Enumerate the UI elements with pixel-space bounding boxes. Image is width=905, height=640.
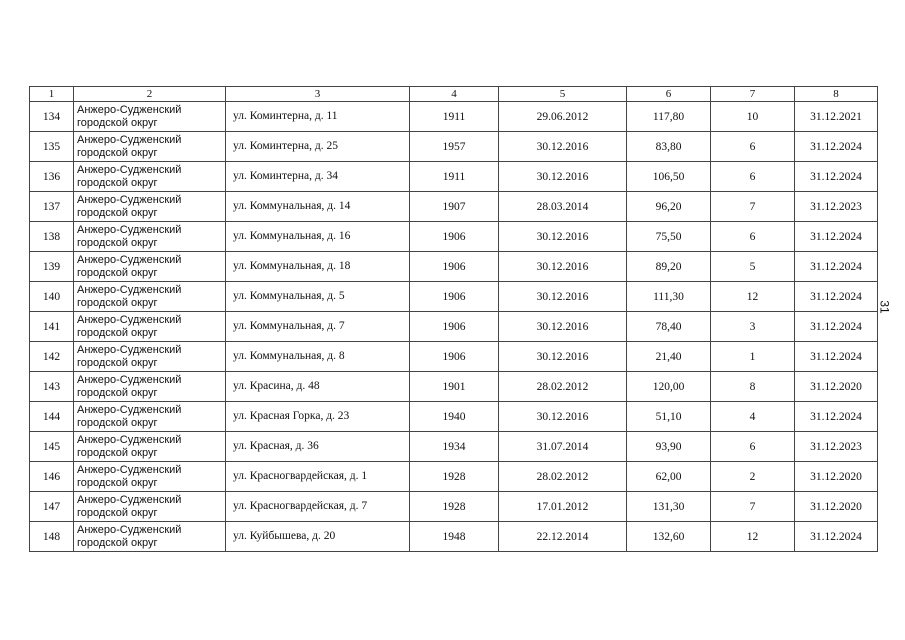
- table-row: [30, 492, 878, 522]
- table-row: [30, 522, 878, 552]
- header-row: [30, 87, 878, 102]
- date-cell: 30.12.2016: [499, 252, 627, 282]
- address-cell: ул. Коминтерна, д. 11: [226, 102, 410, 132]
- page-number: 31: [877, 300, 892, 314]
- municipality-cell: Анжеро-Судженский городской округ: [74, 402, 226, 432]
- deadline-cell: 31.12.2024: [795, 132, 878, 162]
- count-cell: 5: [711, 252, 795, 282]
- col-header-5: 5: [499, 87, 627, 102]
- count-cell: 12: [711, 522, 795, 552]
- address-cell: ул. Красногвардейская, д. 7: [226, 492, 410, 522]
- count-cell: 8: [711, 372, 795, 402]
- table-row: [30, 372, 878, 402]
- year-built-cell: 1906: [410, 222, 499, 252]
- deadline-cell: 31.12.2024: [795, 522, 878, 552]
- table-row: [30, 342, 878, 372]
- municipality-cell: Анжеро-Судженский городской округ: [74, 222, 226, 252]
- count-cell: 10: [711, 102, 795, 132]
- address-cell: ул. Красина, д. 48: [226, 372, 410, 402]
- table-row: [30, 432, 878, 462]
- table-row: [30, 102, 878, 132]
- deadline-cell: 31.12.2020: [795, 462, 878, 492]
- year-built-cell: 1911: [410, 162, 499, 192]
- address-cell: ул. Красногвардейская, д. 1: [226, 462, 410, 492]
- area-cell: 96,20: [627, 192, 711, 222]
- count-cell: 2: [711, 462, 795, 492]
- deadline-cell: 31.12.2024: [795, 252, 878, 282]
- row-number-cell: 139: [30, 252, 74, 282]
- municipality-cell: Анжеро-Судженский городской округ: [74, 132, 226, 162]
- row-number-cell: 145: [30, 432, 74, 462]
- deadline-cell: 31.12.2024: [795, 162, 878, 192]
- address-cell: ул. Коминтерна, д. 34: [226, 162, 410, 192]
- row-number-cell: 148: [30, 522, 74, 552]
- col-header-8: 8: [795, 87, 878, 102]
- area-cell: 62,00: [627, 462, 711, 492]
- register-table: [29, 86, 878, 552]
- year-built-cell: 1940: [410, 402, 499, 432]
- table-row: [30, 462, 878, 492]
- area-cell: 93,90: [627, 432, 711, 462]
- area-cell: 83,80: [627, 132, 711, 162]
- table-row: [30, 312, 878, 342]
- col-header-2: 2: [74, 87, 226, 102]
- date-cell: 28.02.2012: [499, 372, 627, 402]
- area-cell: 131,30: [627, 492, 711, 522]
- date-cell: 30.12.2016: [499, 162, 627, 192]
- deadline-cell: 31.12.2021: [795, 102, 878, 132]
- date-cell: 28.02.2012: [499, 462, 627, 492]
- year-built-cell: 1948: [410, 522, 499, 552]
- date-cell: 22.12.2014: [499, 522, 627, 552]
- count-cell: 3: [711, 312, 795, 342]
- table-row: [30, 162, 878, 192]
- municipality-cell: Анжеро-Судженский городской округ: [74, 462, 226, 492]
- table-row: [30, 192, 878, 222]
- row-number-cell: 137: [30, 192, 74, 222]
- address-cell: ул. Коммунальная, д. 16: [226, 222, 410, 252]
- municipality-cell: Анжеро-Судженский городской округ: [74, 162, 226, 192]
- date-cell: 30.12.2016: [499, 222, 627, 252]
- deadline-cell: 31.12.2024: [795, 282, 878, 312]
- table-row: [30, 132, 878, 162]
- date-cell: 30.12.2016: [499, 402, 627, 432]
- deadline-cell: 31.12.2020: [795, 372, 878, 402]
- area-cell: 89,20: [627, 252, 711, 282]
- row-number-cell: 140: [30, 282, 74, 312]
- area-cell: 51,10: [627, 402, 711, 432]
- table-row: [30, 252, 878, 282]
- count-cell: 6: [711, 162, 795, 192]
- area-cell: 21,40: [627, 342, 711, 372]
- date-cell: 30.12.2016: [499, 342, 627, 372]
- address-cell: ул. Красная, д. 36: [226, 432, 410, 462]
- year-built-cell: 1906: [410, 282, 499, 312]
- table-row: [30, 282, 878, 312]
- row-number-cell: 147: [30, 492, 74, 522]
- address-cell: ул. Коммунальная, д. 7: [226, 312, 410, 342]
- municipality-cell: Анжеро-Судженский городской округ: [74, 102, 226, 132]
- municipality-cell: Анжеро-Судженский городской округ: [74, 432, 226, 462]
- date-cell: 28.03.2014: [499, 192, 627, 222]
- count-cell: 12: [711, 282, 795, 312]
- address-cell: ул. Коммунальная, д. 8: [226, 342, 410, 372]
- count-cell: 7: [711, 192, 795, 222]
- row-number-cell: 136: [30, 162, 74, 192]
- area-cell: 106,50: [627, 162, 711, 192]
- municipality-cell: Анжеро-Судженский городской округ: [74, 342, 226, 372]
- table-body: [30, 102, 878, 552]
- row-number-cell: 138: [30, 222, 74, 252]
- year-built-cell: 1906: [410, 312, 499, 342]
- address-cell: ул. Коммунальная, д. 5: [226, 282, 410, 312]
- municipality-cell: Анжеро-Судженский городской округ: [74, 252, 226, 282]
- row-number-cell: 142: [30, 342, 74, 372]
- col-header-1: 1: [30, 87, 74, 102]
- address-cell: ул. Коммунальная, д. 18: [226, 252, 410, 282]
- row-number-cell: 134: [30, 102, 74, 132]
- deadline-cell: 31.12.2024: [795, 342, 878, 372]
- col-header-3: 3: [226, 87, 410, 102]
- year-built-cell: 1901: [410, 372, 499, 402]
- row-number-cell: 143: [30, 372, 74, 402]
- row-number-cell: 146: [30, 462, 74, 492]
- count-cell: 6: [711, 222, 795, 252]
- row-number-cell: 144: [30, 402, 74, 432]
- deadline-cell: 31.12.2024: [795, 312, 878, 342]
- count-cell: 4: [711, 402, 795, 432]
- area-cell: 78,40: [627, 312, 711, 342]
- area-cell: 75,50: [627, 222, 711, 252]
- count-cell: 6: [711, 432, 795, 462]
- date-cell: 17.01.2012: [499, 492, 627, 522]
- address-cell: ул. Коммунальная, д. 14: [226, 192, 410, 222]
- col-header-7: 7: [711, 87, 795, 102]
- date-cell: 31.07.2014: [499, 432, 627, 462]
- deadline-cell: 31.12.2024: [795, 222, 878, 252]
- municipality-cell: Анжеро-Судженский городской округ: [74, 192, 226, 222]
- year-built-cell: 1911: [410, 102, 499, 132]
- year-built-cell: 1957: [410, 132, 499, 162]
- area-cell: 132,60: [627, 522, 711, 552]
- row-number-cell: 141: [30, 312, 74, 342]
- area-cell: 111,30: [627, 282, 711, 312]
- count-cell: 6: [711, 132, 795, 162]
- deadline-cell: 31.12.2020: [795, 492, 878, 522]
- address-cell: ул. Коминтерна, д. 25: [226, 132, 410, 162]
- municipality-cell: Анжеро-Судженский городской округ: [74, 492, 226, 522]
- deadline-cell: 31.12.2023: [795, 192, 878, 222]
- year-built-cell: 1907: [410, 192, 499, 222]
- year-built-cell: 1928: [410, 462, 499, 492]
- table-row: [30, 222, 878, 252]
- date-cell: 29.06.2012: [499, 102, 627, 132]
- area-cell: 117,80: [627, 102, 711, 132]
- deadline-cell: 31.12.2023: [795, 432, 878, 462]
- year-built-cell: 1934: [410, 432, 499, 462]
- col-header-6: 6: [627, 87, 711, 102]
- date-cell: 30.12.2016: [499, 282, 627, 312]
- municipality-cell: Анжеро-Судженский городской округ: [74, 312, 226, 342]
- date-cell: 30.12.2016: [499, 132, 627, 162]
- date-cell: 30.12.2016: [499, 312, 627, 342]
- col-header-4: 4: [410, 87, 499, 102]
- address-cell: ул. Красная Горка, д. 23: [226, 402, 410, 432]
- row-number-cell: 135: [30, 132, 74, 162]
- municipality-cell: Анжеро-Судженский городской округ: [74, 522, 226, 552]
- count-cell: 1: [711, 342, 795, 372]
- municipality-cell: Анжеро-Судженский городской округ: [74, 372, 226, 402]
- year-built-cell: 1906: [410, 342, 499, 372]
- table-row: [30, 402, 878, 432]
- year-built-cell: 1906: [410, 252, 499, 282]
- year-built-cell: 1928: [410, 492, 499, 522]
- area-cell: 120,00: [627, 372, 711, 402]
- municipality-cell: Анжеро-Судженский городской округ: [74, 282, 226, 312]
- count-cell: 7: [711, 492, 795, 522]
- deadline-cell: 31.12.2024: [795, 402, 878, 432]
- address-cell: ул. Куйбышева, д. 20: [226, 522, 410, 552]
